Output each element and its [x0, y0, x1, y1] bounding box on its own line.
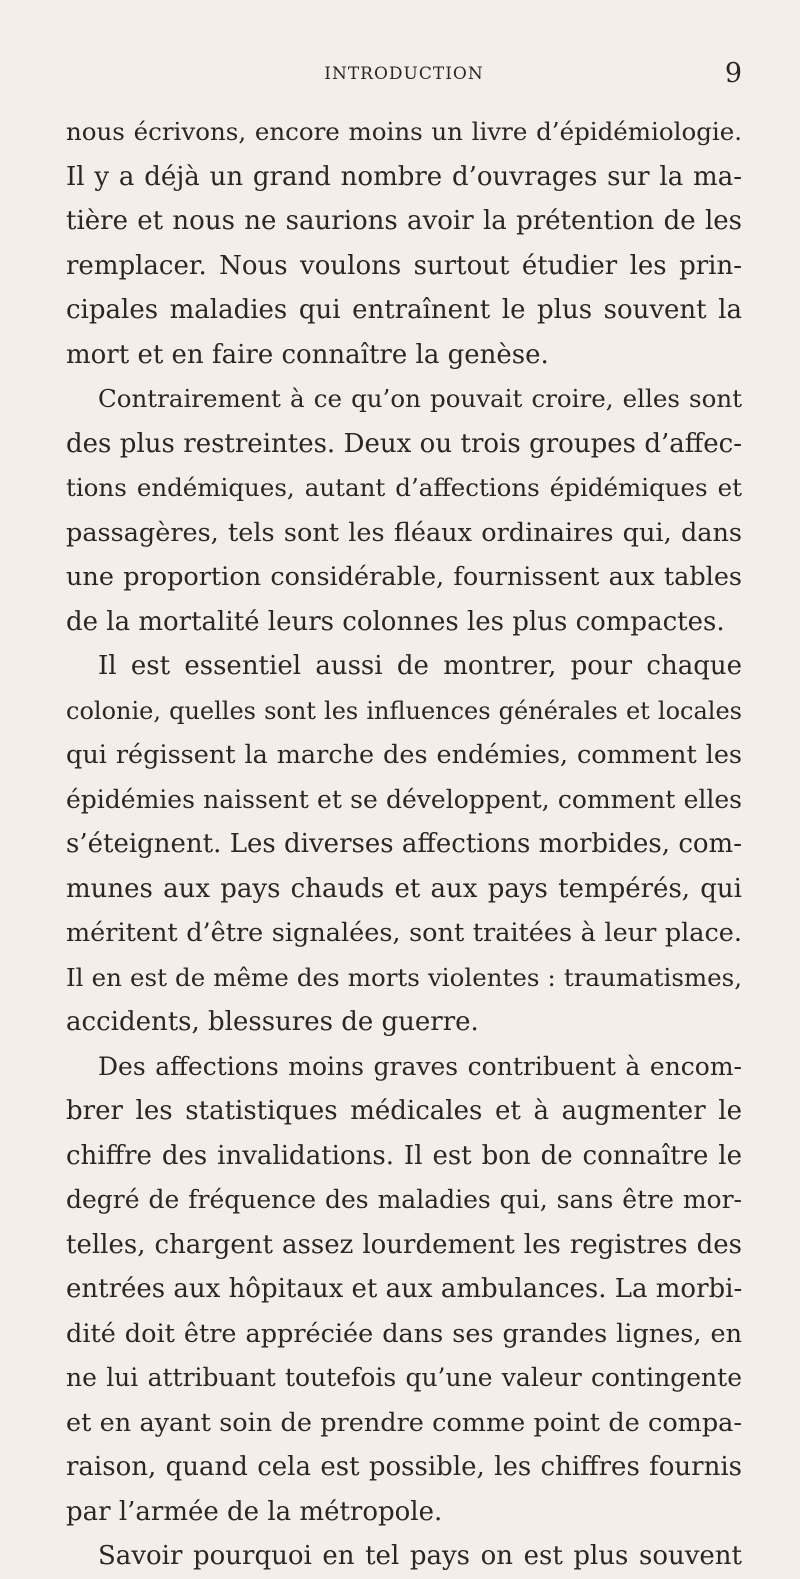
text-line: ne lui attribuant toutefois qu’une valeur contingente: [66, 1363, 742, 1392]
text-line: tière et nous ne saurions avoir la prétention de les: [66, 206, 742, 236]
text-line: Il en est de même des morts violentes : traumatismes,: [66, 962, 742, 992]
text-line: brer les statistiques médicales et à augmenter le: [66, 1096, 742, 1126]
text-line: tions endémiques, autant d’affections épidémiques et: [66, 473, 742, 502]
text-line: par l’armée de la métropole.: [66, 1496, 443, 1527]
text-line: Il est essentiel aussi de montrer, pour chaque: [98, 651, 742, 681]
text-line: nous écrivons, encore moins un livre d’épidémiologie.: [66, 117, 742, 146]
body-text: [66, 110, 742, 1579]
text-line: remplacer. Nous voulons surtout étudier les prin-: [66, 250, 742, 281]
page-number: 9: [724, 58, 742, 89]
text-line: et en ayant soin de prendre comme point de compa-: [66, 1407, 742, 1438]
text-line: méritent d’être signalées, sont traitées à leur place.: [66, 918, 742, 948]
text-line: des plus restreintes. Deux ou trois groupes d’affec-: [66, 428, 742, 459]
page-header: [66, 58, 742, 98]
text-line: raison, quand cela est possible, les chiffres fournis: [66, 1452, 742, 1482]
text-line: Contrairement à ce qu’on pouvait croire, elles sont: [98, 384, 742, 413]
text-line: munes aux pays chauds et aux pays tempérés, qui: [66, 873, 742, 904]
text-line: Des affections moins graves contribuent à encom-: [98, 1051, 742, 1081]
running-title: INTRODUCTION: [324, 64, 484, 84]
text-line: accidents, blessures de guerre.: [66, 1007, 479, 1037]
text-line: qui régissent la marche des endémies, comment les: [66, 740, 742, 770]
text-line: passagères, tels sont les fléaux ordinaires qui, dans: [66, 517, 742, 548]
text-line: dité doit être appréciée dans ses grandes lignes, en: [66, 1318, 742, 1349]
text-line: chiffre des invalidations. Il est bon de connaître le: [66, 1140, 742, 1171]
text-line: cipales maladies qui entraînent le plus souvent la: [66, 295, 742, 325]
text-line: Savoir pourquoi en tel pays on est plus souvent: [98, 1541, 742, 1571]
text-line: s’éteignent. Les diverses affections morbides, com-: [66, 829, 742, 859]
text-line: colonie, quelles sont les influences générales et locales: [66, 696, 742, 725]
text-line: degré de fréquence des maladies qui, sans être mor-: [66, 1185, 742, 1214]
text-line: Il y a déjà un grand nombre d’ouvrages sur la ma-: [66, 161, 742, 192]
text-line: mort et en faire connaître la genèse.: [66, 339, 549, 370]
text-line: de la mortalité leurs colonnes les plus compactes.: [66, 606, 725, 637]
text-line: une proportion considérable, fournissent aux tables: [66, 562, 742, 592]
text-line: telles, chargent assez lourdement les registres des: [66, 1229, 742, 1260]
text-line: entrées aux hôpitaux et aux ambulances. La morbi-: [66, 1274, 743, 1304]
text-line: épidémies naissent et se développent, comment elles: [66, 784, 742, 814]
